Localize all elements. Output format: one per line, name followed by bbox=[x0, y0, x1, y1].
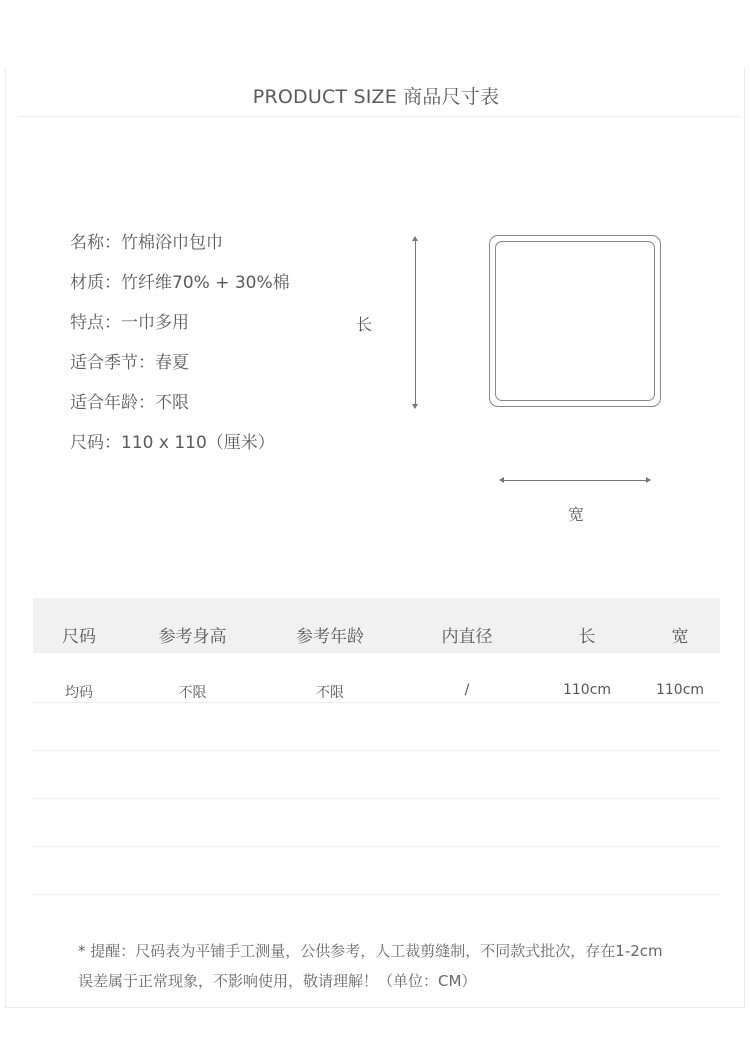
length-arrow bbox=[415, 240, 416, 405]
cell-width: 110cm bbox=[655, 682, 705, 698]
spec-feature: 特点：一巾多用 bbox=[70, 313, 189, 333]
cell-height: 不限 bbox=[178, 685, 207, 701]
cell-age: 不限 bbox=[316, 685, 344, 701]
header-width: 宽 bbox=[671, 627, 689, 647]
spec-size: 尺码：110 x 110（厘米） bbox=[70, 433, 275, 453]
spec-age: 适合年龄：不限 bbox=[70, 393, 189, 413]
row-divider bbox=[33, 702, 720, 703]
note-line-2: 误差属于正常现象，不影响使用，敬请理解！（单位：CM） bbox=[78, 972, 477, 990]
spec-name: 名称：竹棉浴巾包巾 bbox=[70, 233, 223, 253]
towel-inner-border bbox=[495, 241, 655, 401]
towel-diagram bbox=[489, 235, 661, 407]
row-divider bbox=[33, 846, 720, 847]
row-divider bbox=[33, 798, 720, 799]
header-length: 长 bbox=[578, 627, 596, 647]
header-inner-diameter: 内直径 bbox=[441, 627, 493, 647]
title-divider bbox=[18, 116, 740, 117]
size-chart-card bbox=[5, 68, 745, 1008]
spec-season: 适合季节：春夏 bbox=[70, 353, 189, 373]
row-divider bbox=[33, 894, 720, 895]
header-age: 参考年龄 bbox=[296, 627, 364, 647]
row-divider bbox=[33, 750, 720, 751]
cell-length: 110cm bbox=[562, 682, 612, 698]
spec-material: 材质：竹纤维70% + 30%棉 bbox=[70, 273, 290, 293]
width-label: 宽 bbox=[568, 505, 585, 524]
cell-inner-diameter: / bbox=[464, 682, 470, 698]
header-size: 尺码 bbox=[62, 627, 96, 647]
header-height: 参考身高 bbox=[158, 627, 227, 647]
cell-size: 均码 bbox=[65, 685, 93, 701]
page-title: PRODUCT SIZE 商品尺寸表 bbox=[252, 86, 500, 108]
note-line-1: * 提醒：尺码表为平铺手工测量，公供参考，人工裁剪缝制，不同款式批次，存在1-2cm bbox=[78, 942, 663, 960]
width-arrow bbox=[503, 480, 647, 481]
length-label: 长 bbox=[356, 315, 373, 334]
